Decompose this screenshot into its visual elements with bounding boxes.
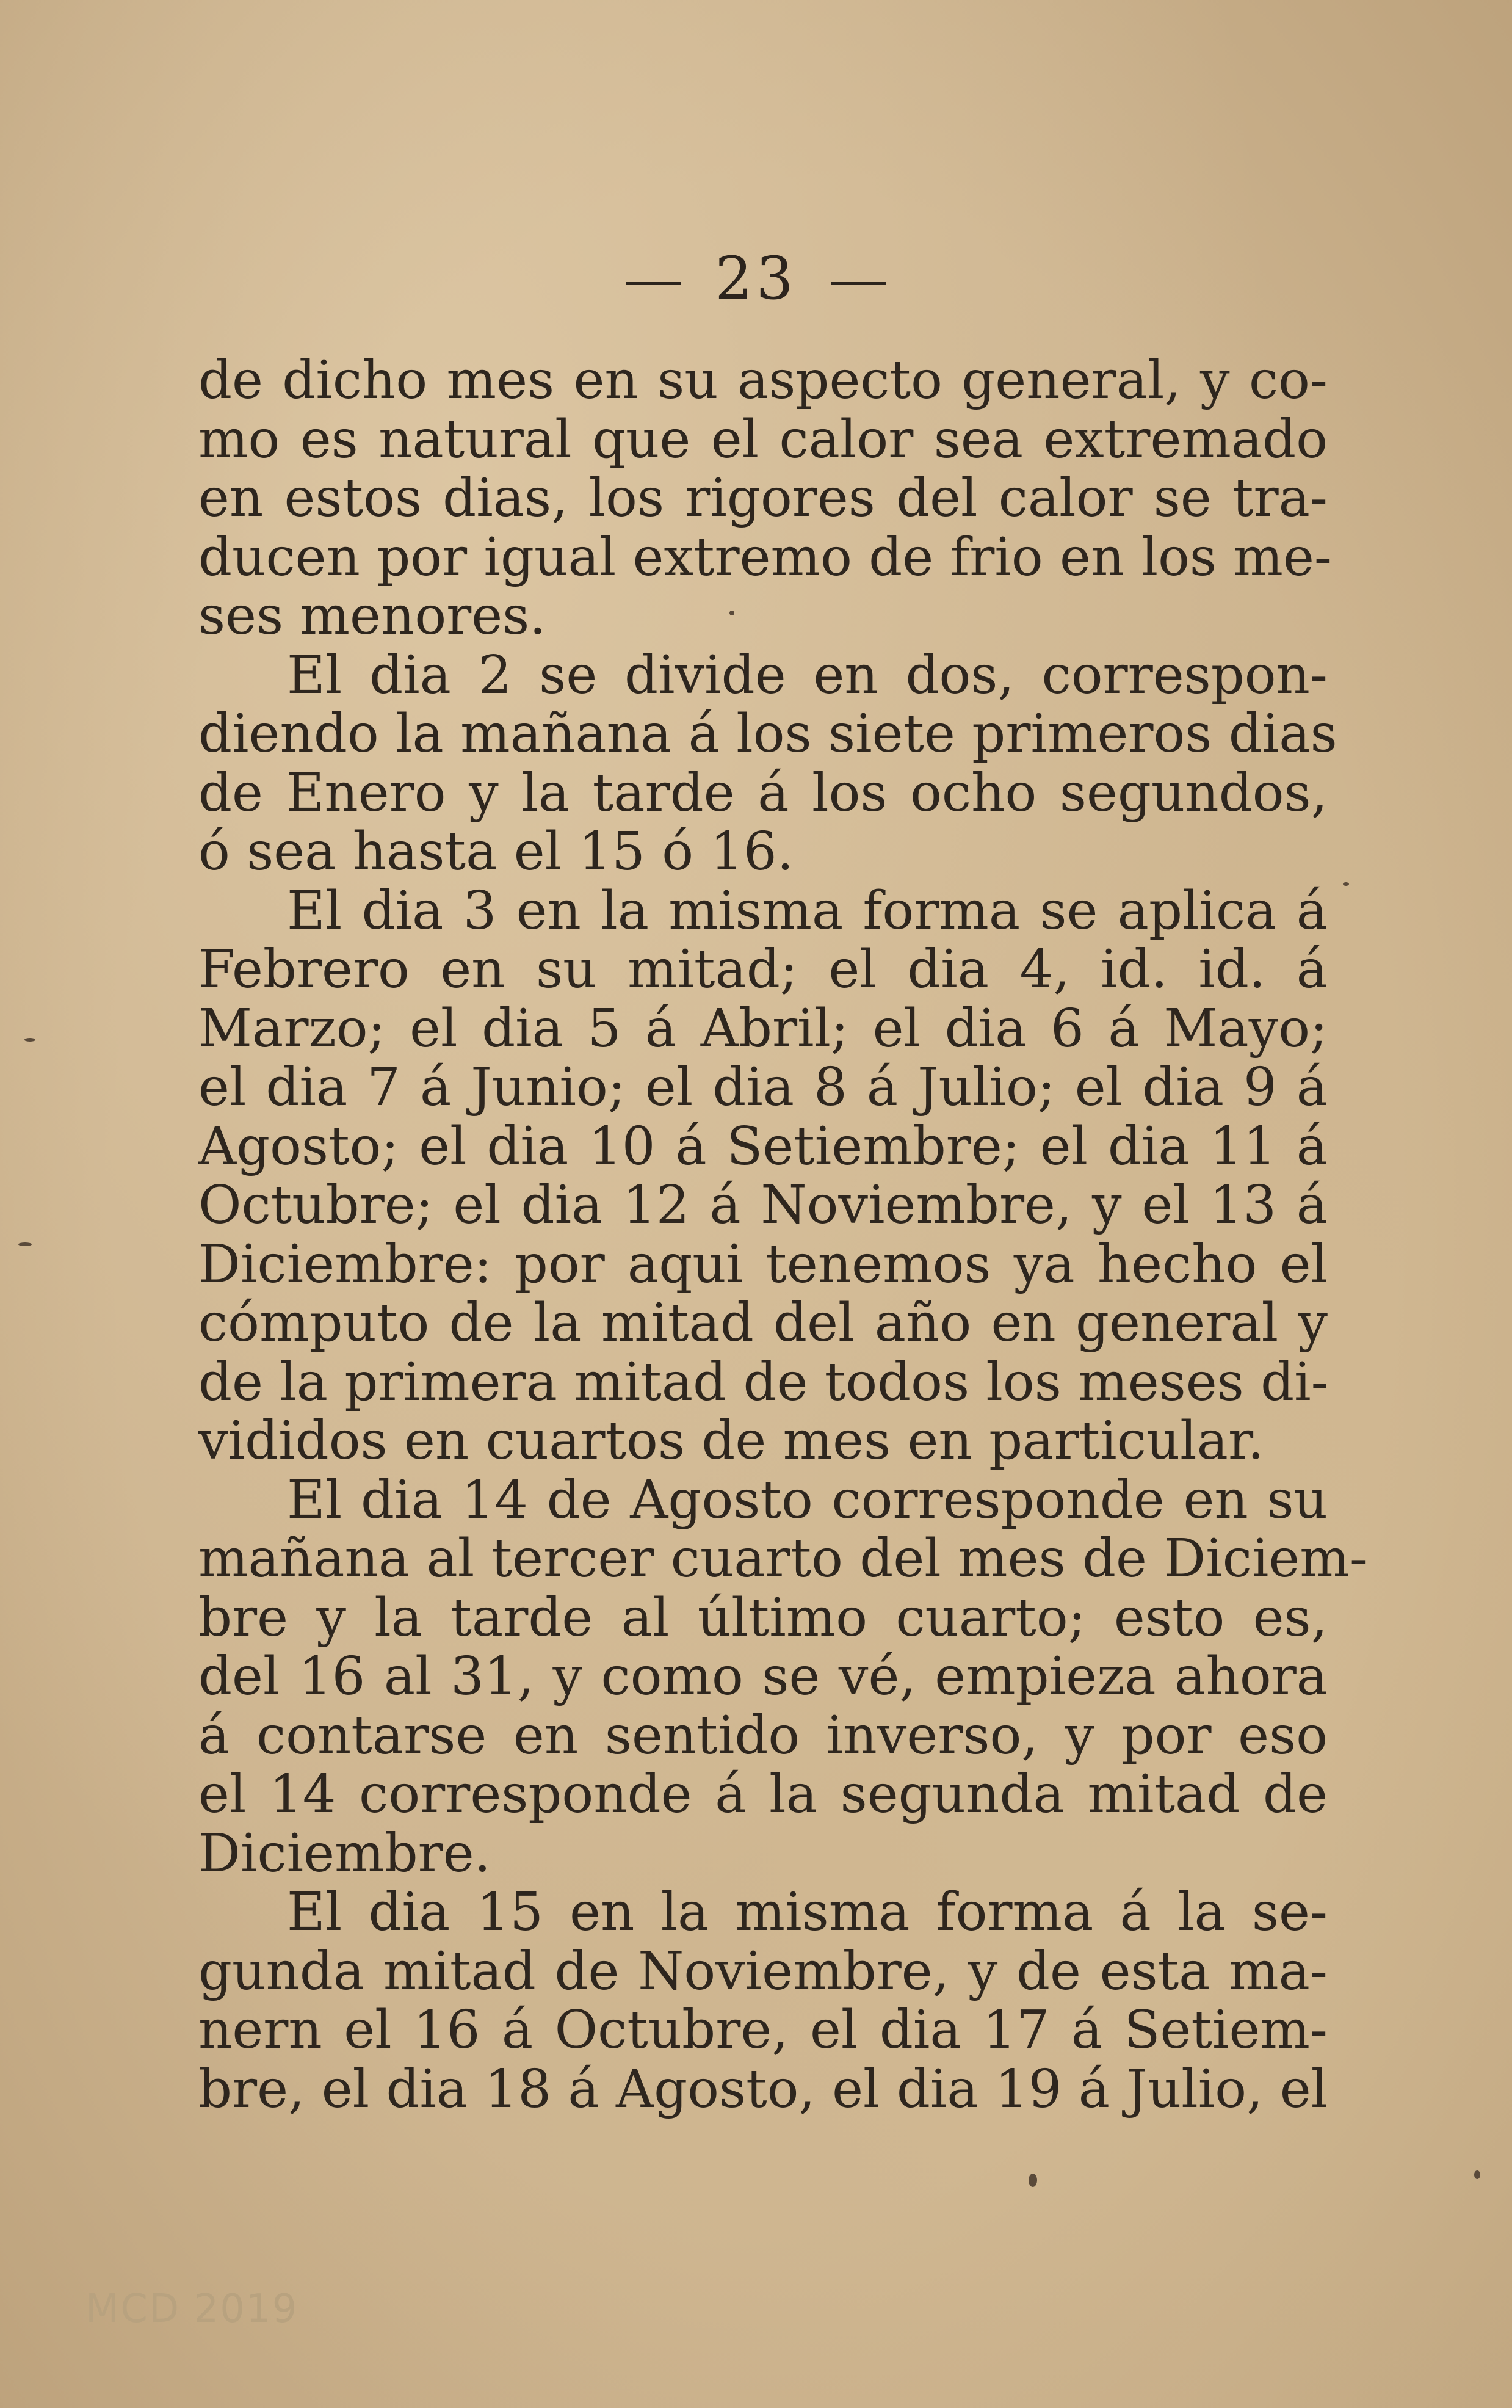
text-line: Agosto; el dia 10 á Setiembre; el dia 11 á: [198, 1115, 1328, 1177]
paper-speck: [18, 1242, 32, 1246]
text-line: cómputo de la mitad del año en general y: [198, 1293, 1328, 1354]
text-line: bre, el dia 18 á Agosto, el dia 19 á Julio, el: [198, 2058, 1328, 2120]
paper-speck: [24, 1038, 35, 1042]
text-line: de la primera mitad de todos los meses di-: [198, 1351, 1329, 1413]
text-line: mañana al tercer cuarto del mes de Diciem-: [198, 1528, 1367, 1589]
text-line: vididos en cuartos de mes en particular.: [198, 1410, 1264, 1471]
text-line: Febrero en su mitad; el dia 4, id. id. á: [198, 939, 1328, 1000]
paper-speck: [729, 611, 734, 615]
text-line: diendo la mañana á los siete primeros dias: [198, 703, 1337, 764]
text-line: ducen por igual extremo de frio en los me-: [198, 526, 1332, 588]
watermark: MCD 2019: [85, 2287, 298, 2332]
text-line: Marzo; el dia 5 á Abril; el dia 6 á Mayo;: [198, 998, 1328, 1059]
left-dash: [626, 282, 681, 285]
text-line: bre y la tarde al último cuarto; esto es,: [198, 1587, 1328, 1648]
text-line: de dicho mes en su aspecto general, y co-: [198, 350, 1328, 411]
text-line: Diciembre: por aqui tenemos ya hecho el: [198, 1233, 1328, 1295]
text-line: de Enero y la tarde á los ocho segundos,: [198, 762, 1328, 824]
text-line: El dia 3 en la misma forma se aplica á: [287, 880, 1328, 941]
text-line: El dia 2 se divide en dos, correspon-: [287, 644, 1328, 706]
page-number: 23: [715, 244, 797, 313]
text-line: El dia 15 en la misma forma á la se-: [287, 1882, 1328, 1943]
text-line: El dia 14 de Agosto corresponde en su: [287, 1469, 1328, 1531]
text-line: el dia 7 á Junio; el dia 8 á Julio; el dia 9 á: [198, 1057, 1328, 1118]
paper-speck: [1029, 2174, 1037, 2187]
text-line: mo es natural que el calor sea extremado: [198, 408, 1328, 470]
text-line: del 16 al 31, y como se vé, empieza ahora: [198, 1646, 1328, 1707]
text-line: nern el 16 á Octubre, el dia 17 á Setiem-: [198, 2000, 1328, 2061]
text-line: ó sea hasta el 15 ó 16.: [198, 821, 794, 882]
text-line: Octubre; el dia 12 á Noviembre, y el 13 á: [198, 1175, 1328, 1236]
text-line: gunda mitad de Noviembre, y de esta ma-: [198, 1940, 1328, 2002]
text-line: á contarse en sentido inverso, y por eso: [198, 1705, 1328, 1766]
text-line: Diciembre.: [198, 1822, 491, 1884]
text-line: el 14 corresponde á la segunda mitad de: [198, 1764, 1328, 1825]
right-dash: [831, 282, 886, 285]
text-line: en estos dias, los rigores del calor se tra-: [198, 468, 1328, 529]
paper-speck: [1474, 2170, 1480, 2179]
body-text: [198, 350, 1367, 2120]
paper-speck: [1343, 882, 1349, 886]
page-number-header: [0, 244, 1512, 313]
text-line: ses menores.: [198, 586, 546, 647]
